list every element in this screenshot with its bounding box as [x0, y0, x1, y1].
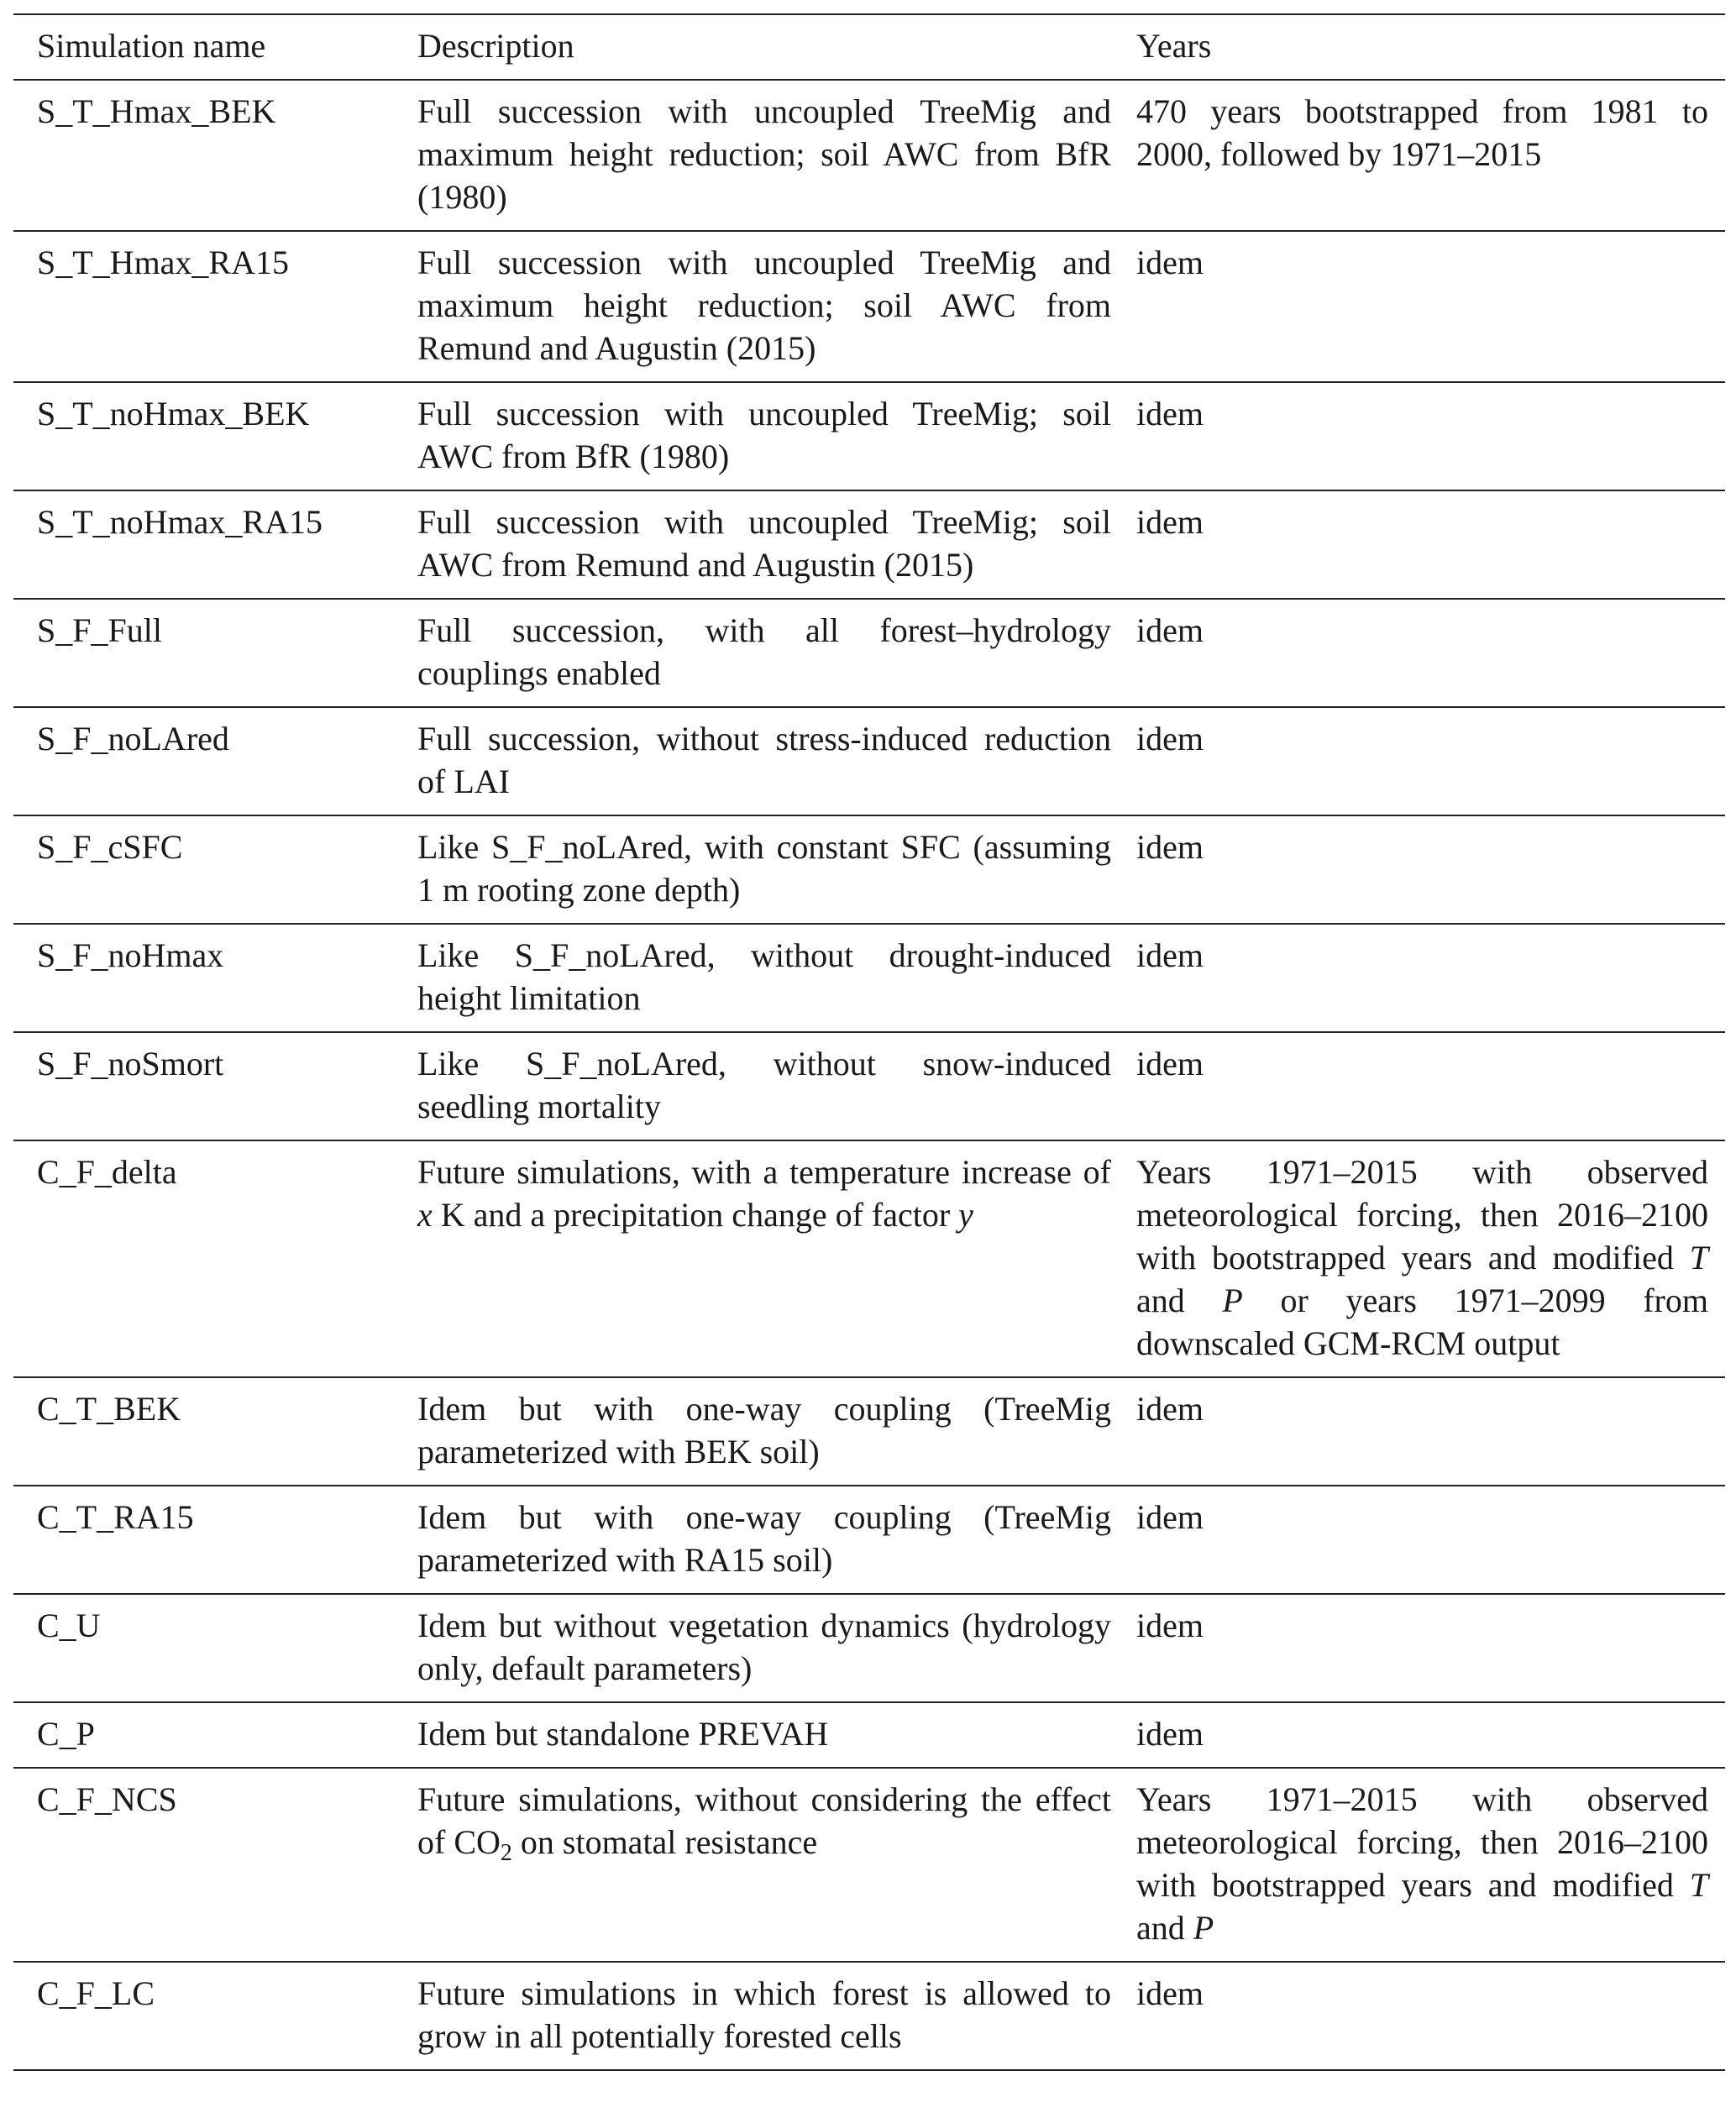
- years-text: and: [1136, 1282, 1223, 1319]
- table-row: [13, 490, 1725, 599]
- table-row: [13, 1032, 1725, 1140]
- cell-description: Like S_F_noLAred, without drought-induced height limitation: [417, 936, 1111, 1017]
- header-description: Description: [417, 27, 574, 65]
- variable-p: P: [1193, 1909, 1214, 1947]
- cell-description: Like S_F_noLAred, without snow-induced seedling mortality: [417, 1045, 1111, 1125]
- variable-y: y: [958, 1196, 973, 1234]
- cell-years: [1113, 1140, 1725, 1377]
- cell-simulation-name: C_F_NCS: [37, 1780, 177, 1818]
- cell-description: Full succession, with all forest–hydrology couplings enabled: [417, 611, 1111, 692]
- header-simulation-name: Simulation name: [37, 27, 266, 65]
- cell-simulation-name: S_F_noHmax: [37, 936, 224, 974]
- variable-t: T: [1689, 1239, 1708, 1276]
- cell-description: Full succession with uncoupled TreeMig; soil AWC from BfR (1980): [417, 395, 1111, 475]
- cell-years: idem: [1136, 1715, 1204, 1753]
- cell-simulation-name: S_F_cSFC: [37, 828, 183, 866]
- co2-subscript: 2: [500, 1840, 512, 1866]
- years-text: and: [1136, 1909, 1193, 1947]
- table-row: [13, 80, 1725, 231]
- cell-description: Like S_F_noLAred, with constant SFC (assuming 1 m rooting zone depth): [417, 828, 1111, 909]
- cell-simulation-name: S_T_noHmax_BEK: [37, 395, 310, 432]
- table-body: [13, 80, 1725, 2070]
- cell-description: Idem but standalone PREVAH: [417, 1715, 829, 1753]
- cell-simulation-name: S_F_noLAred: [37, 720, 229, 757]
- cell-description: Full succession with uncoupled TreeMig and maximum height reduction; soil AWC from BfR (1980): [417, 92, 1111, 216]
- cell-simulation-name: C_T_RA15: [37, 1498, 194, 1536]
- cell-description: [394, 1140, 1113, 1377]
- cell-simulation-name: C_P: [37, 1715, 95, 1753]
- simulations-table: [13, 13, 1725, 2071]
- table-row: [13, 1377, 1725, 1486]
- variable-p: P: [1222, 1282, 1243, 1319]
- variable-t: T: [1689, 1866, 1708, 1904]
- table-row: [13, 1486, 1725, 1594]
- cell-simulation-name: S_T_Hmax_BEK: [37, 92, 276, 130]
- cell-simulation-name: C_F_delta: [37, 1153, 177, 1191]
- table-row: [13, 1140, 1725, 1377]
- years-text: or years 1971–2099 from downscaled GCM-RCM output: [1136, 1282, 1708, 1362]
- table-row: [13, 1962, 1725, 2070]
- cell-years: idem: [1136, 503, 1204, 541]
- table-row: [13, 231, 1725, 382]
- cell-years: 470 years bootstrapped from 1981 to 2000, followed by 1971–2015: [1136, 92, 1708, 173]
- cell-description: [394, 1768, 1113, 1962]
- cell-years: idem: [1136, 936, 1204, 974]
- cell-years: idem: [1136, 244, 1204, 281]
- table-row: [13, 382, 1725, 490]
- table-row: [13, 815, 1725, 924]
- cell-description: Full succession with uncoupled TreeMig and maximum height reduction; soil AWC from Remund and Augustin (2015): [417, 244, 1111, 367]
- description-text: on stomatal resistance: [511, 1823, 818, 1861]
- years-text: Years 1971–2015 with observed meteorological forcing, then 2016–2100 with bootstrapped years and modified: [1136, 1780, 1708, 1904]
- table-row: [13, 1702, 1725, 1768]
- cell-years: [1113, 1768, 1725, 1962]
- cell-description: Idem but with one-way coupling (TreeMig parameterized with RA15 soil): [417, 1498, 1111, 1579]
- cell-simulation-name: S_T_Hmax_RA15: [37, 244, 289, 281]
- cell-years: idem: [1136, 395, 1204, 432]
- cell-description: Future simulations in which forest is allowed to grow in all potentially forested cells: [417, 1974, 1111, 2055]
- table-row: [13, 924, 1725, 1032]
- cell-years: idem: [1136, 1045, 1204, 1082]
- description-text: Future simulations, with a temperature increase of: [417, 1153, 1111, 1191]
- table-row: [13, 1594, 1725, 1702]
- description-text: K and a precipitation change of factor: [432, 1196, 959, 1234]
- cell-years: idem: [1136, 1390, 1204, 1428]
- table-row: [13, 599, 1725, 707]
- cell-simulation-name: C_T_BEK: [37, 1390, 181, 1428]
- cell-years: idem: [1136, 828, 1204, 866]
- description-text: Future simulations, without considering the effect of CO: [417, 1780, 1111, 1861]
- header-years: Years: [1136, 27, 1212, 65]
- cell-years: idem: [1136, 1498, 1204, 1536]
- cell-description: Idem but with one-way coupling (TreeMig parameterized with BEK soil): [417, 1390, 1111, 1470]
- cell-years: idem: [1136, 1974, 1204, 2012]
- table-row: [13, 707, 1725, 815]
- cell-description: Full succession, without stress-induced reduction of LAI: [417, 720, 1111, 800]
- table-row: [13, 1768, 1725, 1962]
- cell-years: idem: [1136, 720, 1204, 757]
- cell-description: Idem but without vegetation dynamics (hydrology only, default parameters): [417, 1607, 1111, 1687]
- cell-simulation-name: C_F_LC: [37, 1974, 155, 2012]
- cell-simulation-name: S_F_noSmort: [37, 1045, 224, 1082]
- cell-description: Full succession with uncoupled TreeMig; soil AWC from Remund and Augustin (2015): [417, 503, 1111, 584]
- cell-years: idem: [1136, 611, 1204, 649]
- cell-years: idem: [1136, 1607, 1204, 1644]
- cell-simulation-name: C_U: [37, 1607, 101, 1644]
- cell-simulation-name: S_T_noHmax_RA15: [37, 503, 323, 541]
- cell-simulation-name: S_F_Full: [37, 611, 162, 649]
- table-header: [13, 14, 1725, 80]
- header-row: [13, 14, 1725, 80]
- variable-x: x: [417, 1196, 433, 1234]
- years-text: Years 1971–2015 with observed meteorological forcing, then 2016–2100 with bootstrapped years and modified: [1136, 1153, 1708, 1276]
